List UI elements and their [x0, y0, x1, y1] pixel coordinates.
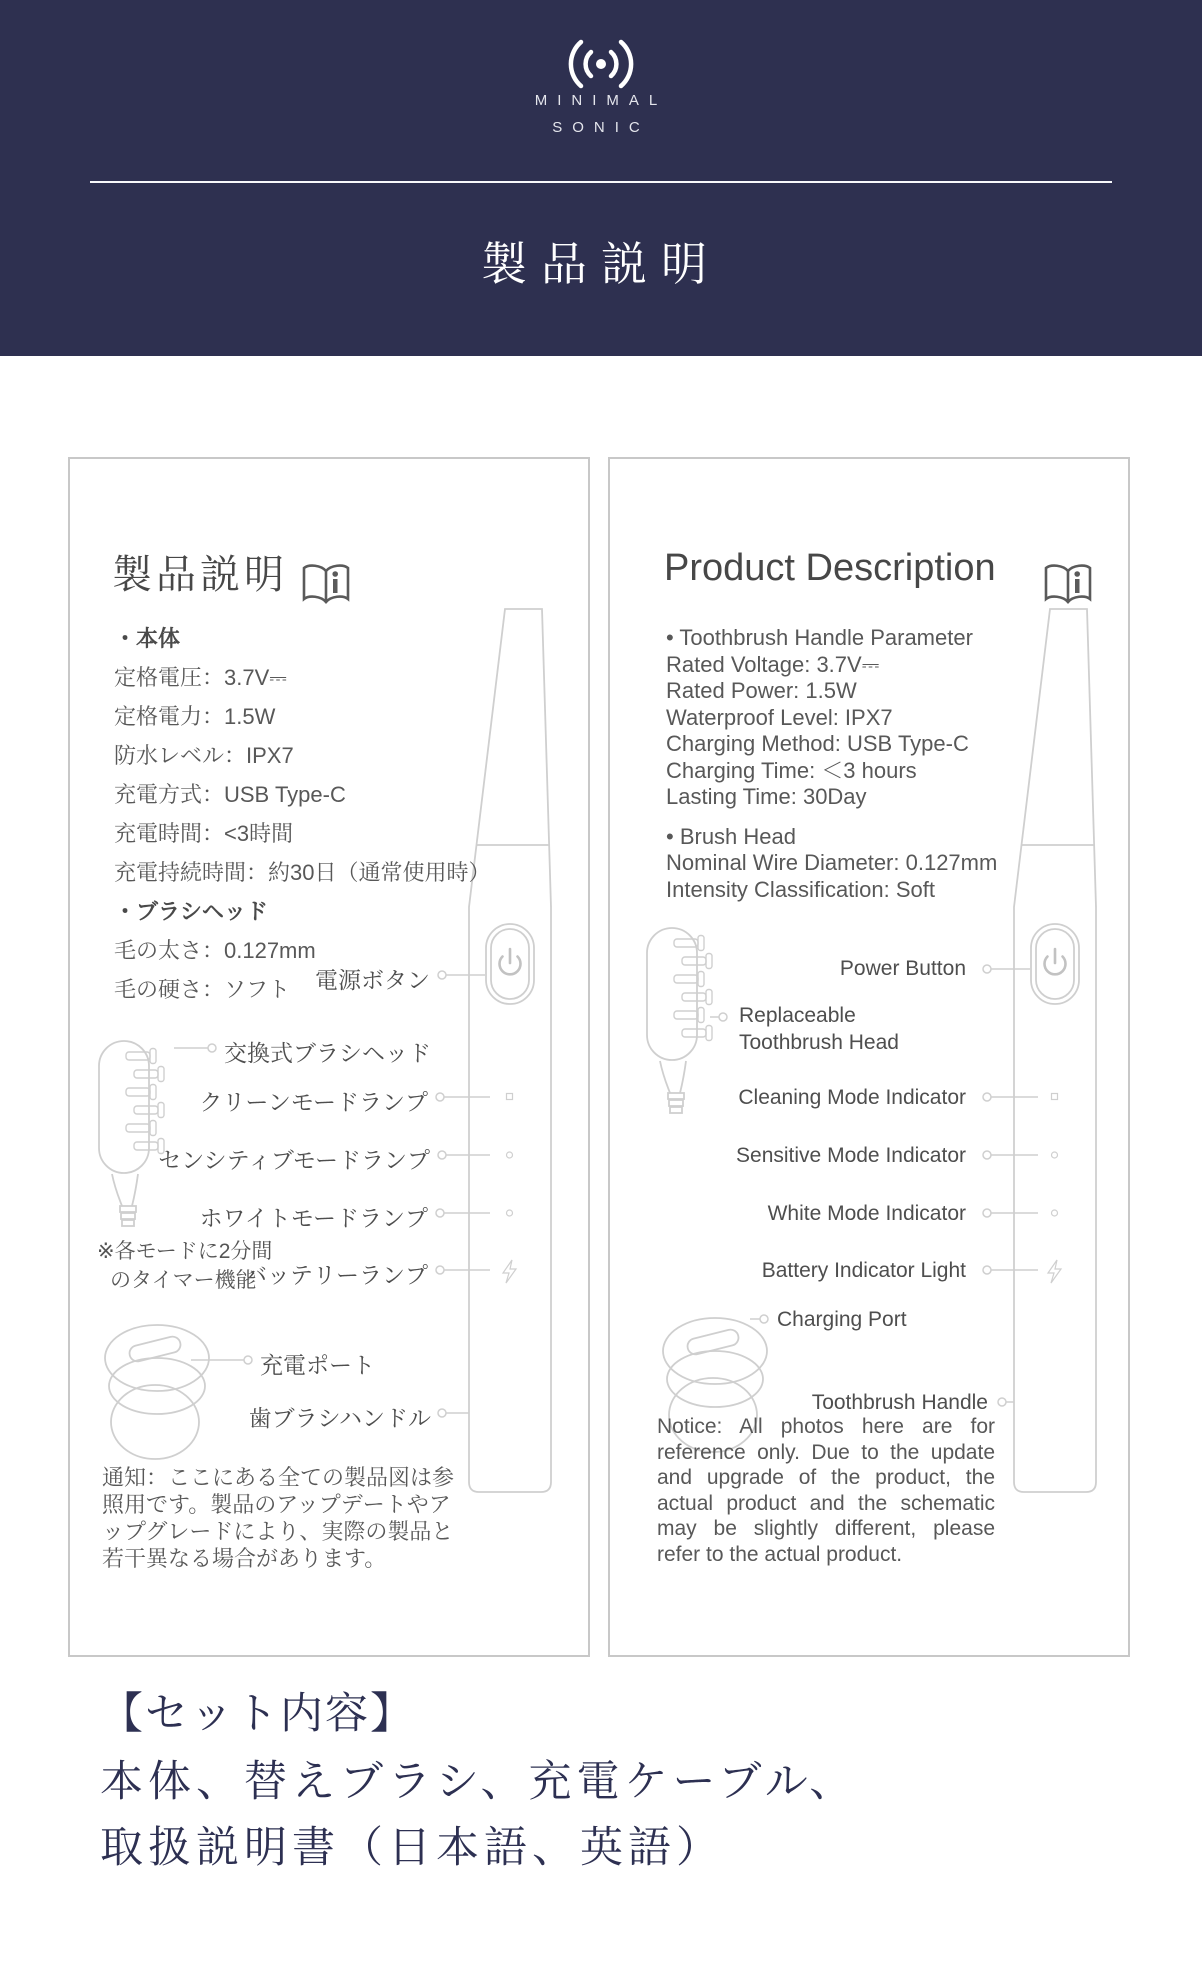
brush-head-illustration — [99, 1041, 164, 1226]
label-replaceable-line1: Replaceable — [739, 1004, 856, 1027]
label-white-mode-indicator: ホワイトモードランプ — [199, 1205, 428, 1231]
header-divider — [90, 181, 1112, 183]
timer-note — [97, 1237, 272, 1295]
notice-line: 照用です。製品のアップデートやア — [102, 1492, 451, 1517]
label-battery-indicator: Battery Indicator Light — [761, 1259, 966, 1282]
spec-line: Nominal Wire Diameter: 0.127mm — [666, 850, 998, 875]
spec-line: Charging Time: ＜3 hours — [666, 757, 917, 783]
brand-name-line2: SONIC — [552, 119, 650, 136]
spec-line: ・本体 — [114, 626, 181, 651]
notice-jp — [102, 1464, 454, 1572]
spec-line: Intensity Classification: Soft — [666, 876, 936, 902]
brush-head-illustration — [647, 928, 712, 1113]
label-white-mode-indicator: White Mode Indicator — [767, 1202, 966, 1225]
spec-line: 充電時間：<3時間 — [114, 821, 294, 846]
notice-line: reference only. Due to the update — [657, 1440, 995, 1464]
english-description-panel — [608, 457, 1130, 1657]
brand-name-line1: MINIMAL — [534, 92, 668, 109]
panel-title-en: Product Description — [664, 547, 996, 589]
spec-line: 定格電力：1.5W — [114, 704, 276, 729]
spec-line: 毛の太さ：0.127mm — [114, 938, 316, 963]
label-charging-port: Charging Port — [777, 1308, 907, 1331]
notice-line: 通知：ここにある全ての製品図は参 — [102, 1465, 455, 1490]
label-power-button: 電源ボタン — [315, 967, 430, 993]
spec-line: Charging Method: USB Type-C — [666, 731, 969, 756]
label-charging-port: 充電ポート — [260, 1352, 375, 1378]
spec-list-en — [666, 625, 997, 903]
spec-line: Waterproof Level: IPX7 — [666, 704, 893, 730]
manual-book-icon — [300, 562, 352, 606]
label-sensitive-mode-indicator: Sensitive Mode Indicator — [736, 1144, 966, 1167]
label-sensitive-mode-indicator: センシティブモードランプ — [158, 1147, 430, 1173]
notice-line: and upgrade of the product, the — [657, 1466, 995, 1489]
spec-line: 毛の硬さ：ソフト — [114, 977, 291, 1002]
spec-line: 防水レベル：IPX7 — [114, 743, 294, 768]
notice-line: ップグレードにより、実際の製品と — [102, 1519, 454, 1544]
spec-line: • Brush Head — [666, 823, 796, 849]
timer-note-line2: のタイマー機能 — [110, 1269, 257, 1292]
toothbrush-illustration — [1014, 609, 1096, 1492]
header-band — [0, 0, 1202, 356]
set-contents-line2: 取扱説明書（日本語、英語） — [100, 1824, 724, 1872]
spec-line: Rated Voltage: 3.7V⎓ — [666, 651, 880, 677]
spec-line: 充電方式：USB Type-C — [114, 782, 346, 807]
charging-base-illustration — [105, 1325, 209, 1459]
spec-line: 定格電圧：3.7V⎓ — [114, 665, 287, 690]
label-power-button: Power Button — [839, 957, 966, 980]
page-title: 製品説明 — [481, 238, 721, 290]
spec-line: Lasting Time: 30Day — [666, 784, 867, 809]
notice-line: may be slightly different, please — [657, 1517, 995, 1540]
label-clean-mode-indicator: Cleaning Mode Indicator — [738, 1086, 966, 1109]
set-contents-line1: 本体、替えブラシ、充電ケーブル、 — [100, 1758, 858, 1806]
timer-note-line1: ※各モードに2分間 — [97, 1240, 273, 1263]
notice-en — [657, 1414, 995, 1567]
spec-line: ・ブラシヘッド — [114, 899, 269, 924]
notice-line: actual product and the schematic — [657, 1491, 995, 1515]
spec-line: • Toothbrush Handle Parameter — [666, 625, 973, 650]
spec-line: 充電持続時間：約30日（通常使用時） — [114, 860, 491, 885]
label-battery-indicator: バッテリーランプ — [244, 1262, 428, 1288]
sonic-wave-logo-icon — [546, 34, 656, 94]
spec-list-jp — [114, 619, 490, 1009]
panel-title-jp: 製品説明 — [112, 553, 288, 597]
label-clean-mode-indicator: クリーンモードランプ — [199, 1089, 428, 1115]
label-replaceable-brush-head: 交換式ブラシヘッド — [224, 1040, 431, 1066]
spec-line: Rated Power: 1.5W — [666, 678, 857, 703]
set-contents-heading: 【セット内容】 — [100, 1690, 415, 1738]
manual-book-icon — [1042, 562, 1094, 606]
notice-line: 若干異なる場合があります。 — [102, 1546, 387, 1571]
japanese-description-panel — [68, 457, 590, 1657]
notice-line: Notice: All photos here are for — [657, 1415, 995, 1438]
label-toothbrush-handle: 歯ブラシハンドル — [248, 1405, 431, 1431]
notice-line: refer to the actual product. — [657, 1542, 903, 1566]
label-toothbrush-handle: Toothbrush Handle — [811, 1391, 988, 1414]
label-replaceable-line2: Toothbrush Head — [739, 1031, 899, 1054]
